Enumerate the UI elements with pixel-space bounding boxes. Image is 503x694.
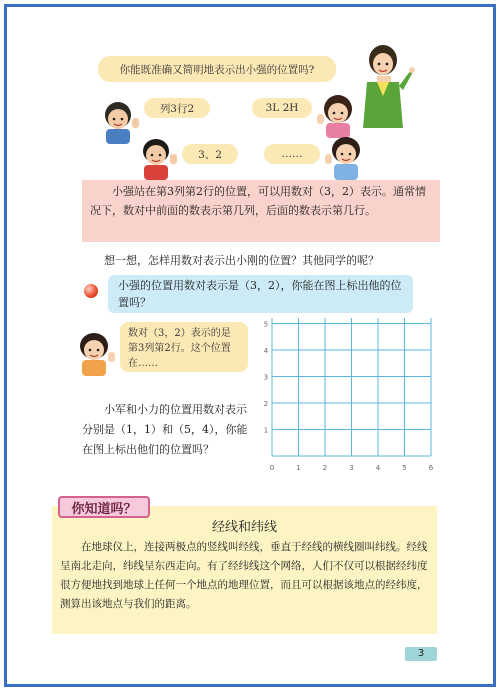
x-tick-label: 1 (296, 464, 301, 472)
x-tick-label: 2 (322, 464, 328, 472)
girl-illustration-2 (322, 134, 368, 180)
girl-illustration-3 (72, 330, 118, 376)
y-tick-label: 2 (263, 400, 269, 408)
answer-bubble-2 (252, 98, 312, 118)
answer-text-4: …… (281, 148, 303, 160)
did-you-know-body: 在地球仪上，连接两极点的竖线叫经线，垂直于经线的横线圈叫纬线。经线呈南北走向，纬线呈东西走向。有了经纬线这个网络，人们不仅可以根据经纬度很方便地找到地球上任何一个地点的地理位置，而且可以根据该地点的经纬度，测算出该地点与我们的距离。 (60, 541, 428, 610)
exercise-question-box: 小强的位置用数对表示是（3，2），你能在图上标出他的位置吗？ (108, 275, 413, 313)
coordinate-grid (262, 318, 442, 480)
answer-text-1: 列3行2 (159, 102, 195, 115)
y-tick-label: 1 (263, 426, 269, 435)
y-tick-label: 4 (263, 347, 269, 355)
x-tick-label: 0 (269, 464, 275, 472)
answer-text-3: 3、2 (198, 148, 222, 161)
think-question: 想一想，怎样用数对表示出小刚的位置？其他同学的呢？ (104, 254, 379, 267)
girl-note-bubble: 数对（3，2）表示的是第3列第2行。这个位置在…… (120, 322, 248, 372)
x-tick-label: 5 (402, 464, 407, 472)
teacher-question-text: 你能既准确又简明地表示出小强的位置吗? (119, 63, 315, 76)
definition-paragraph: 小强站在第3列第2行的位置，可以用数对（3，2）表示。通常情况下，数对中前面的数表示第几列，后面的数表示第几行。 (82, 180, 440, 242)
did-you-know-title: 经线和纬线 (211, 520, 277, 535)
answer-bubble-1 (144, 98, 210, 118)
answer-text-2: 3L 2H (265, 102, 299, 114)
answer-bubble-3 (182, 144, 238, 164)
teacher-question-bubble (98, 56, 336, 82)
x-tick-label: 4 (375, 464, 381, 472)
y-tick-label: 5 (263, 320, 269, 329)
x-tick-label: 6 (428, 464, 434, 472)
did-you-know-box (52, 506, 437, 634)
x-tick-label: 3 (349, 464, 354, 472)
teacher-illustration (355, 40, 415, 130)
answer-bubble-4 (264, 144, 320, 164)
girl-illustration-1 (314, 92, 360, 138)
boy-illustration-2 (136, 136, 180, 180)
did-you-know-label: 你知道吗？ (58, 496, 150, 518)
y-tick-label: 3 (263, 373, 269, 382)
xiaojun-question: 小军和小力的位置用数对表示分别是（1，1）和（5，4），你能在图上标出他们的位置吗？ (82, 403, 248, 456)
red-ball-icon (84, 284, 98, 298)
page-number: 3 (405, 647, 437, 661)
